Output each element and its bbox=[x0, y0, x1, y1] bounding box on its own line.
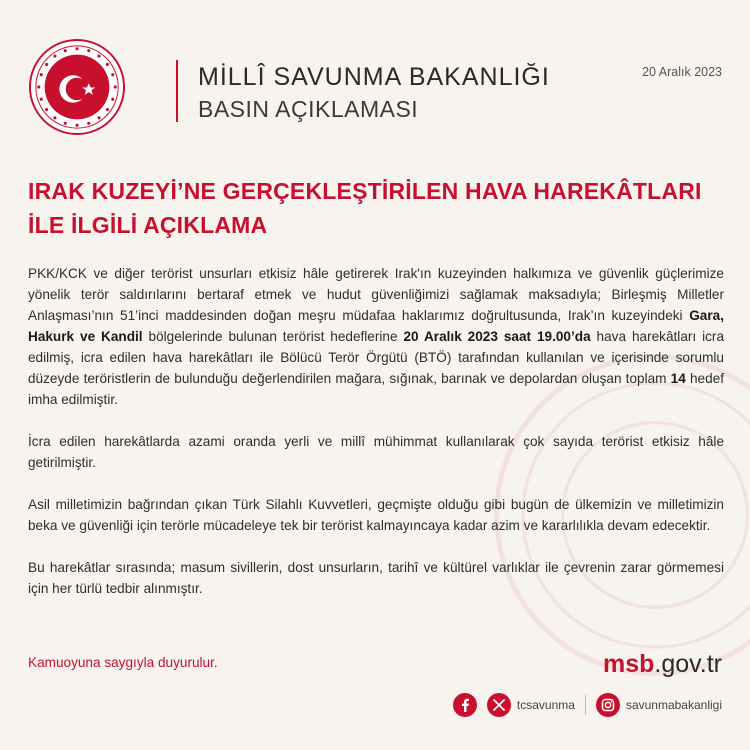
x-link[interactable] bbox=[487, 693, 575, 717]
social-links bbox=[453, 690, 722, 720]
org-subtitle: BASIN AÇIKLAMASI bbox=[198, 96, 419, 122]
title-line-2: İLE İLGİLİ AÇIKLAMA bbox=[28, 212, 268, 238]
p1-text-c: bölgelerinde bulunan terörist hedeflerine bbox=[142, 329, 404, 344]
website-link[interactable] bbox=[603, 650, 722, 679]
facebook-icon[interactable] bbox=[453, 693, 477, 717]
p1-text-a: PKK/KCK ve diğer terörist unsurları etkisiz hâle getirerek Irak'ın kuzeyinden halkımıza ve güvenlik güçlerimize yönelik terör saldırılarını bertaraf etmek ve hudut güvenliğimizi sağlamak maksadıyla; Birleşmiş Milletler Anlaşması’nın 51’inci maddesinden doğan meşru müdafaa haklarımız doğrultusunda, Irak’ın kuzeyindeki bbox=[28, 266, 724, 323]
org-block bbox=[198, 62, 550, 124]
site-domain: .gov.tr bbox=[654, 650, 722, 678]
closing-line: Kamuoyuna saygıyla duyurulur. bbox=[28, 655, 218, 670]
release-date: 20 Aralık 2023 bbox=[642, 65, 722, 79]
site-brand: msb bbox=[602, 650, 655, 678]
x-icon bbox=[487, 693, 511, 717]
header-divider bbox=[176, 60, 178, 122]
paragraph-1 bbox=[28, 263, 724, 410]
p1-datetime: 20 Aralık 2023 saat 19.00’da bbox=[403, 329, 591, 344]
title-line-1: IRAK KUZEYİ’NE GERÇEKLEŞTİRİLEN HAVA HAREKÂTLARI bbox=[28, 178, 702, 204]
x-handle: tcsavunma bbox=[516, 698, 575, 712]
paragraph-4: Bu harekâtlar sırasında; masum sivillerin, dost unsurların, tarihî ve kültürel varlıklar ile çevrenin zarar görmemesi için her türlü tedbir alınmıştır. bbox=[28, 560, 724, 596]
header bbox=[28, 38, 722, 138]
paragraph-2: İcra edilen harekâtlarda azami oranda yerli ve millî mühimmat kullanılarak çok sayıda terörist etkisiz hâle getirilmiştir. bbox=[28, 434, 724, 470]
p1-text-e: hava harekâtları icra edilmiş, icra edilen hava harekâtları ile Bölücü Terör Örgütü (BTÖ) tarafından kullanılan ve içerisinde sorumlu düzeyde teröristlerin de bulunduğu değerlendirilen mağara, sığınak, barınak ve depolardan oluşan toplam bbox=[28, 329, 724, 386]
p1-regions: Gara, Hakurk ve Kandil bbox=[28, 308, 724, 344]
org-name: MİLLÎ SAVUNMA BAKANLIĞI bbox=[198, 63, 550, 91]
ministry-seal-icon bbox=[28, 38, 126, 136]
p1-text-g: hedef imha edilmiştir. bbox=[28, 371, 724, 407]
instagram-icon bbox=[596, 693, 620, 717]
paragraph-3: Asil milletimizin bağrından çıkan Türk Silahlı Kuvvetleri, geçmişte olduğu gibi bugün de ülkemizin ve milletimizin beka ve güvenliği için terörle mücadeleye tek bir terörist kalmayıncaya kadar azim ve kararlılıkla devam edecektir. bbox=[28, 497, 724, 533]
p1-target-count: 14 bbox=[670, 371, 686, 386]
page-title bbox=[28, 174, 728, 242]
social-divider bbox=[585, 695, 586, 715]
instagram-handle: savunmabakanligi bbox=[625, 698, 722, 712]
statement-body bbox=[28, 263, 724, 620]
instagram-link[interactable] bbox=[596, 693, 722, 717]
